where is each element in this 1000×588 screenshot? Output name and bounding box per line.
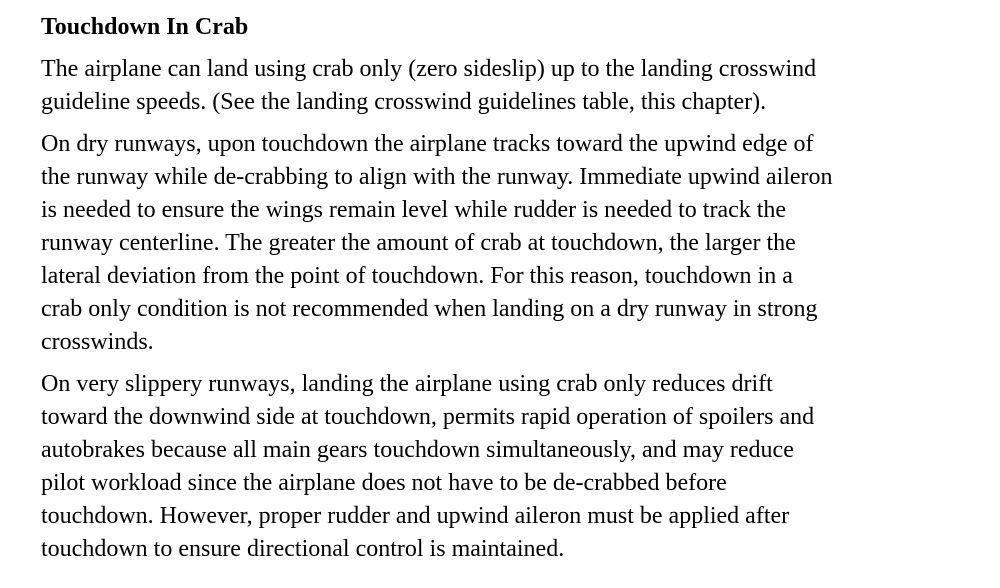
paragraph-line: touchdown. However, proper rudder and upwind aileron must be applied after	[41, 503, 790, 529]
paragraph-line: the runway while de-crabbing to align with the runway. Immediate upwind aileron	[41, 164, 833, 190]
section-heading: Touchdown In Crab	[41, 14, 249, 40]
paragraph-dry-runways	[41, 128, 971, 359]
paragraph-slippery-runways	[41, 368, 971, 566]
paragraph-line: crosswinds.	[41, 329, 154, 355]
paragraph-line: is needed to ensure the wings remain level while rudder is needed to track the	[41, 197, 787, 223]
paragraph-line: touchdown to ensure directional control is maintained.	[41, 536, 565, 562]
paragraph-line: runway centerline. The greater the amount of crab at touchdown, the larger the	[41, 230, 796, 256]
paragraph-line: autobrakes because all main gears touchdown simultaneously, and may reduce	[41, 437, 794, 463]
paragraph-line: pilot workload since the airplane does not have to be de-crabbed before	[41, 470, 727, 496]
document-body	[41, 10, 971, 575]
paragraph-line: toward the downwind side at touchdown, permits rapid operation of spoilers and	[41, 404, 815, 430]
paragraph-line: On dry runways, upon touchdown the airplane tracks toward the upwind edge of	[41, 131, 814, 157]
paragraph-line: The airplane can land using crab only (zero sideslip) up to the landing crosswind	[41, 56, 817, 82]
paragraph-line: lateral deviation from the point of touchdown. For this reason, touchdown in a	[41, 263, 793, 289]
paragraph-crab-landing-overview	[41, 53, 971, 119]
paragraph-line: crab only condition is not recommended when landing on a dry runway in strong	[41, 296, 818, 322]
paragraph-line: On very slippery runways, landing the airplane using crab only reduces drift	[41, 371, 773, 397]
paragraph-line: guideline speeds. (See the landing crosswind guidelines table, this chapter).	[41, 89, 767, 115]
